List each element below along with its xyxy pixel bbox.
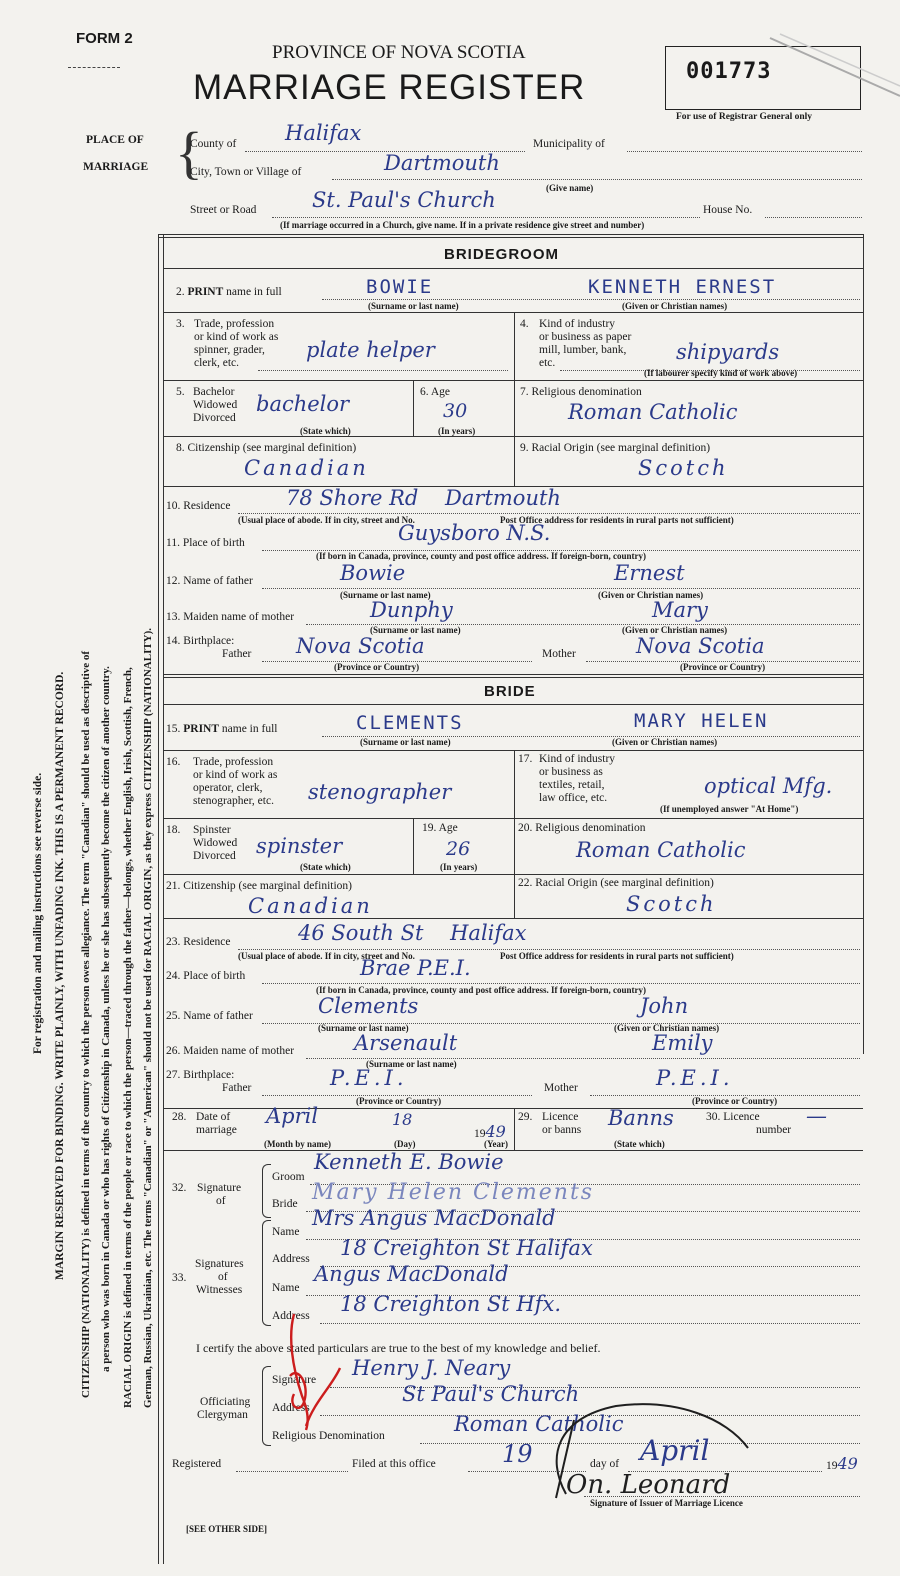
field-4-l4: etc. [539, 357, 556, 369]
margin-line-4: a person who was born in Canada or who has rights of Citizenship in Canada, unless he or she has subsequently become the citizen of another country. [100, 666, 112, 1372]
county-label: County of [190, 138, 237, 150]
field-3-l1: Trade, profession [194, 318, 275, 330]
province-title: PROVINCE OF NOVA SCOTIA [272, 42, 526, 63]
groom-state-caption: (State which) [300, 426, 351, 436]
place-brace: { [175, 120, 203, 185]
residence-caption: (Usual place of abode. If in city, street and No. [238, 515, 415, 525]
field-17-l2: or business as [539, 766, 603, 778]
field-24-label: 24. Place of birth [166, 970, 246, 982]
field-29-num: 29. [518, 1111, 533, 1123]
street-label: Street or Road [190, 204, 257, 216]
day-caption: (Day) [394, 1139, 416, 1149]
registered-label: Registered [172, 1458, 222, 1470]
field-8-label: 8. Citizenship (see marginal definition) [176, 442, 357, 454]
residence-caption-b: Post Office address for residents in rural parts not sufficient) [500, 515, 734, 525]
street-note: (If marriage occurred in a Church, give name. If in a private residence give street and number) [280, 220, 645, 230]
bride-residence-caption-b: Post Office address for residents in rural parts not sufficient) [500, 951, 734, 961]
issuer-flourish [526, 1398, 776, 1508]
groom-mother-birthplace: Nova Scotia [636, 634, 765, 658]
mother-given-caption: (Given or Christian names) [622, 625, 728, 635]
margin-line-1: For registration and mailing instructions see reverse side. [32, 772, 44, 1054]
bride-age: 26 [446, 838, 471, 860]
field-29-l1: Licence [542, 1111, 579, 1123]
groom-given: KENNETH ERNEST [588, 276, 777, 298]
bride-father-given: John [640, 994, 689, 1018]
field-18-num: 18. [166, 824, 181, 836]
field-14-mother: Mother [542, 648, 576, 660]
groom-sig-label: Groom [272, 1171, 305, 1183]
bride-birthplace-caption: (If born in Canada, province, county and post office address. If foreign-born, country) [316, 985, 647, 995]
field-27-mother: Mother [544, 1082, 578, 1094]
groom-mother-given: Mary [652, 598, 708, 622]
field-29-l2: or banns [542, 1124, 582, 1136]
witness-1-address: 18 Creighton St Halifax [340, 1236, 593, 1260]
field-5-l3: Divorced [193, 412, 236, 424]
bride-age-caption: (In years) [440, 862, 478, 872]
field-16-l2: or kind of work as [193, 769, 278, 781]
mother-surname-caption: (Surname or last name) [370, 625, 461, 635]
bride-heading: BRIDE [484, 683, 536, 700]
groom-surname: BOWIE [366, 276, 434, 298]
bride-prov-caption-2: (Province or Country) [692, 1096, 778, 1106]
field-27-father: Father [222, 1082, 252, 1094]
field-33-l3: Witnesses [196, 1284, 243, 1296]
field-4-num: 4. [520, 318, 529, 330]
issuer-signature: On. Leonard [566, 1470, 731, 1500]
form-number: FORM 2 [76, 30, 133, 47]
religious-denomination-label: Religious Denomination [272, 1430, 385, 1442]
w1-name-label: Name [272, 1226, 300, 1238]
bride-marital-state: spinster [256, 834, 343, 858]
give-name-caption: (Give name) [546, 183, 594, 193]
city-value: Dartmouth [384, 151, 500, 175]
groom-father-surname: Bowie [340, 561, 406, 585]
field-16-l4: stenographer, etc. [193, 795, 274, 807]
birthplace-caption: (If born in Canada, province, county and post office address. If foreign-born, country) [316, 551, 647, 561]
bride-residence: 46 South St Halifax [298, 921, 527, 945]
bride-signature: Mary Helen Clements [312, 1180, 595, 1205]
red-check-mark [280, 1306, 350, 1446]
day-of-label: day of [590, 1458, 620, 1470]
bride-given: MARY HELEN [634, 710, 769, 732]
field-16-l3: operator, clerk, [193, 782, 263, 794]
field-17-l1: Kind of industry [539, 753, 616, 765]
field-26-label: 26. Maiden name of mother [166, 1045, 295, 1057]
groom-industry: shipyards [676, 340, 780, 364]
groom-industry-caption: (If labourer specify kind of work above) [644, 368, 798, 378]
registration-number: 001773 [686, 59, 772, 84]
field-18-l1: Spinster [193, 824, 231, 836]
field-3-l4: clerk, etc. [194, 357, 240, 369]
field-23-label: 23. Residence [166, 936, 231, 948]
registrar-note: For use of Registrar General only [676, 112, 813, 122]
filed-month: April [640, 1434, 710, 1467]
field-11-label: 11. Place of birth [166, 537, 245, 549]
field-33-l2: of [218, 1271, 228, 1283]
field-3-num: 3. [176, 318, 185, 330]
bride-sig-label: Bride [272, 1198, 298, 1210]
bride-industry: optical Mfg. [704, 774, 833, 798]
field-3-l3: spinner, grader, [194, 344, 265, 356]
bride-father-given-caption: (Given or Christian names) [614, 1023, 720, 1033]
field-17-l4: law office, etc. [539, 792, 608, 804]
field-18-l2: Widowed [193, 837, 238, 849]
bride-religion: Roman Catholic [576, 838, 746, 862]
w2-address-label: Address [272, 1310, 310, 1322]
groom-citizenship: Canadian [244, 456, 369, 480]
groom-signature: Kenneth E. Bowie [314, 1150, 504, 1174]
bride-mother-surname-caption: (Surname or last name) [366, 1059, 457, 1069]
witness-1-name: Mrs Angus MacDonald [312, 1206, 556, 1230]
field-19-label: 19. Age [422, 822, 458, 834]
header-dash [68, 67, 120, 68]
field-32-num: 32. [172, 1182, 187, 1194]
field-14-label: 14. Birthplace: [166, 635, 235, 647]
witness-2-address: 18 Creighton St Hfx. [340, 1292, 562, 1316]
filed-year: 1949 [826, 1454, 858, 1473]
field-15-label: 15. PRINT name in full [166, 723, 278, 735]
field-28-l1: Date of [196, 1111, 231, 1123]
field-33-num: 33. [172, 1272, 187, 1284]
field-16-l1: Trade, profession [193, 756, 274, 768]
bride-mother-birthplace: P.E.I. [656, 1066, 734, 1090]
house-label: House No. [703, 204, 753, 216]
clergy-signature-label: Signature [272, 1374, 317, 1386]
field-20-label: 20. Religious denomination [518, 822, 646, 834]
bride-residence-caption: (Usual place of abode. If in city, street and No. [238, 951, 415, 961]
place-label: PLACE OF [86, 134, 144, 146]
groom-father-given: Ernest [614, 561, 685, 585]
field-7-label: 7. Religious denomination [520, 386, 642, 398]
margin-line-6: German, Russian, Ukrainian, etc. The terms "Canadian" or "American" should not be used for RACIAL ORIGIN, as they express CITIZENSHIP (NATIONALITY). [142, 627, 154, 1408]
month-caption: (Month by name) [264, 1139, 331, 1149]
field-28-num: 28. [172, 1111, 187, 1123]
field-2-label: 2. PRINT name in full [176, 286, 282, 298]
field-27-label: 27. Birthplace: [166, 1069, 235, 1081]
bride-state-caption: (State which) [300, 862, 351, 872]
field-5-num: 5. [176, 386, 185, 398]
bride-surname: CLEMENTS [356, 712, 464, 734]
issuer-caption: Signature of Issuer of Marriage Licence [590, 1498, 743, 1508]
officiating-l1: Officiating [200, 1396, 251, 1408]
field-5-l2: Widowed [193, 399, 238, 411]
prov-caption-1: (Province or Country) [334, 662, 420, 672]
clergy-signature: Henry J. Neary [352, 1356, 511, 1380]
field-30-label: 30. Licence [706, 1111, 760, 1123]
field-5-l1: Bachelor [193, 386, 235, 398]
field-10-label: 10. Residence [166, 500, 231, 512]
municipality-label: Municipality of [533, 138, 605, 150]
witness-2-name: Angus MacDonald [314, 1262, 509, 1286]
marriage-year: 1949 [474, 1122, 506, 1141]
bride-prov-caption-1: (Province or Country) [356, 1096, 442, 1106]
bridegroom-heading: BRIDEGROOM [444, 246, 559, 263]
father-given-caption: (Given or Christian names) [598, 590, 704, 600]
bride-surname-caption: (Surname or last name) [360, 737, 451, 747]
bride-father-surname: Clements [318, 994, 419, 1018]
field-32-l1: Signature [197, 1182, 242, 1194]
groom-age-caption: (In years) [438, 426, 476, 436]
groom-residence: 78 Shore Rd Dartmouth [286, 486, 561, 510]
field-13-label: 13. Maiden name of mother [166, 611, 295, 623]
w2-name-label: Name [272, 1282, 300, 1294]
licence-or-banns: Banns [608, 1106, 674, 1130]
field-4-l2: or business as paper [539, 331, 632, 343]
field-9-label: 9. Racial Origin (see marginal definition) [520, 442, 711, 454]
groom-father-birthplace: Nova Scotia [296, 634, 425, 658]
bride-mother-surname: Arsenault [354, 1031, 458, 1055]
page-title: MARRIAGE REGISTER [193, 68, 586, 107]
clergy-denomination: Roman Catholic [454, 1412, 624, 1436]
father-surname-caption: (Surname or last name) [340, 590, 431, 600]
field-21-label: 21. Citizenship (see marginal definition) [166, 880, 352, 892]
field-16-num: 16. [166, 756, 181, 768]
groom-mother-surname: Dunphy [370, 598, 453, 622]
groom-surname-caption: (Surname or last name) [368, 301, 459, 311]
bride-birthplace: Brae P.E.I. [360, 956, 471, 980]
field-32-l2: of [216, 1195, 226, 1207]
clergy-address-label: Address [272, 1402, 310, 1414]
marriage-month: April [266, 1104, 319, 1128]
groom-given-caption: (Given or Christian names) [622, 301, 728, 311]
margin-line-2: MARGIN RESERVED FOR BINDING. WRITE PLAINLY, WITH UNFADING INK. THIS IS A PERMANENT RECORD. [54, 671, 66, 1280]
bride-father-surname-caption: (Surname or last name) [318, 1023, 409, 1033]
field-30-l2: number [756, 1124, 792, 1136]
county-value: Halifax [285, 121, 362, 145]
groom-age: 30 [443, 400, 468, 422]
filed-label: Filed at this office [352, 1458, 436, 1470]
field-14-father: Father [222, 648, 252, 660]
groom-birthplace: Guysboro N.S. [398, 521, 551, 545]
see-other-side: [SEE OTHER SIDE] [186, 1524, 268, 1534]
groom-racial-origin: Scotch [638, 456, 729, 480]
officiating-l2: Clergyman [197, 1409, 248, 1421]
bride-trade: stenographer [308, 780, 452, 804]
field-25-label: 25. Name of father [166, 1010, 253, 1022]
bride-citizenship: Canadian [248, 894, 373, 918]
city-label: City, Town or Village of [190, 166, 302, 178]
marriage-day: 18 [392, 1110, 413, 1129]
groom-trade: plate helper [306, 338, 435, 362]
field-18-l3: Divorced [193, 850, 236, 862]
field-17-l3: textiles, retail, [539, 779, 605, 791]
w1-address-label: Address [272, 1253, 310, 1265]
bride-given-caption: (Given or Christian names) [612, 737, 718, 747]
filed-day: 19 [502, 1440, 533, 1468]
field-6-label: 6. Age [420, 386, 451, 398]
groom-marital-state: bachelor [256, 392, 350, 416]
bride-industry-caption: (If unemployed answer "At Home") [660, 804, 799, 814]
field-12-label: 12. Name of father [166, 575, 253, 587]
groom-religion: Roman Catholic [568, 400, 738, 424]
field-22-label: 22. Racial Origin (see marginal definition) [518, 877, 714, 889]
field-17-num: 17. [518, 753, 533, 765]
licence-caption: (State which) [614, 1139, 665, 1149]
field-3-l2: or kind of work as [194, 331, 279, 343]
bride-father-birthplace: P.E.I. [330, 1066, 408, 1090]
certify-statement: I certify the above stated particulars are true to the best of my knowledge and belief. [196, 1341, 601, 1355]
bride-racial-origin: Scotch [626, 892, 717, 916]
margin-line-5: RACIAL ORIGIN is defined in terms of the people or race to which the person—traced through the father—belongs, whether English, Irish, Scottish, French, [122, 667, 134, 1408]
field-28-l2: marriage [196, 1124, 237, 1136]
street-value: St. Paul's Church [312, 188, 496, 212]
margin-line-3: CITIZENSHIP (NATIONALITY) is defined in terms of the country to which the person owes allegiance. The term "Canadian" should be used as descriptive of [80, 650, 92, 1398]
clergy-address: St Paul's Church [402, 1382, 580, 1406]
year-caption: (Year) [484, 1139, 508, 1149]
bride-mother-given: Emily [652, 1031, 713, 1055]
corner-fold [760, 30, 900, 110]
field-4-l1: Kind of industry [539, 318, 616, 330]
field-33-l1: Signatures [195, 1258, 244, 1270]
licence-number: — [806, 1104, 827, 1128]
marriage-label: MARRIAGE [83, 161, 149, 173]
prov-caption-2: (Province or Country) [680, 662, 766, 672]
field-4-l3: mill, lumber, bank, [539, 344, 627, 356]
